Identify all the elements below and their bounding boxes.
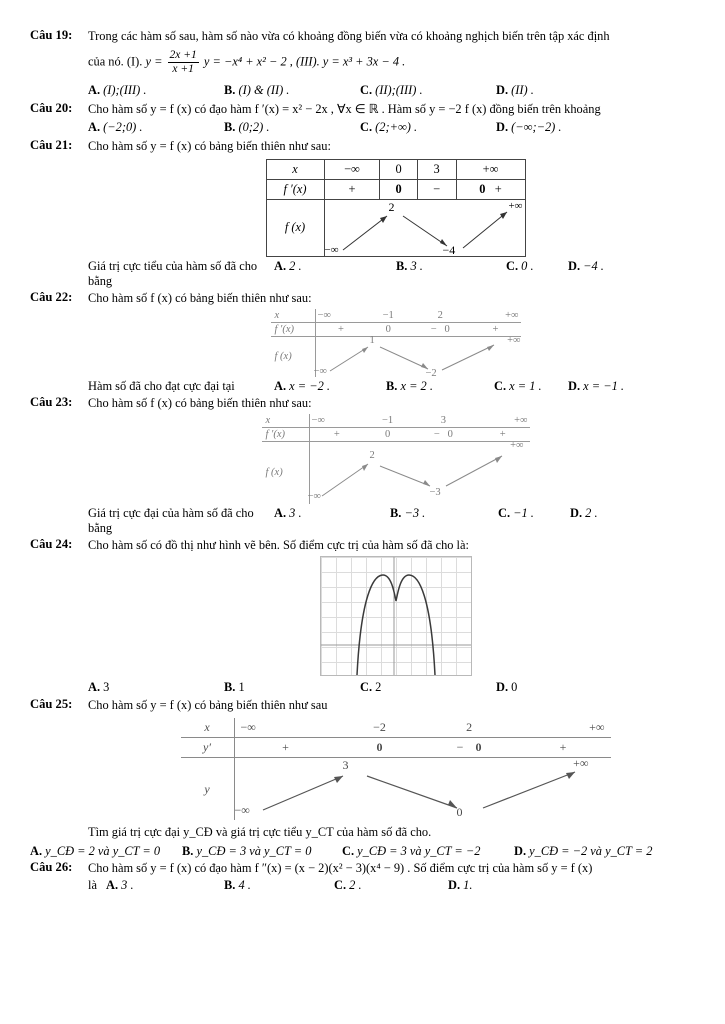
vt25-row-x: x −∞ −2 2 +∞ bbox=[181, 718, 611, 738]
question-23-answer-row bbox=[88, 506, 703, 536]
question-25-prompt: Tìm giá trị cực đại y_CĐ và giá trị cực tiểu y_CT của hàm số đã cho. bbox=[88, 825, 432, 840]
q26-option-a[interactable]: A. 3 . bbox=[106, 878, 134, 893]
variation-table-23 bbox=[262, 414, 530, 504]
question-23-label: Câu 23: bbox=[30, 394, 73, 409]
vt21-row-f: f (x) −∞ 2 −4 +∞ bbox=[266, 199, 525, 256]
question-19-formula bbox=[88, 49, 703, 76]
q19-option-a[interactable]: A. (I);(III) . bbox=[88, 82, 147, 97]
question-26-options bbox=[88, 878, 703, 893]
question-24-label: Câu 24: bbox=[30, 536, 73, 551]
question-25-table-wrap bbox=[88, 714, 703, 820]
q26-option-c[interactable]: C. 2 . bbox=[334, 878, 362, 893]
q26-trailing-word: là bbox=[88, 878, 97, 893]
vt21-row-fprime: f ′(x) + 0 − 0 + bbox=[266, 179, 525, 199]
variation-table-21 bbox=[266, 159, 526, 257]
vt23-row-f: f (x) −∞ 2 −3 +∞ bbox=[262, 441, 530, 504]
question-21-table-wrap bbox=[88, 155, 703, 257]
q24-option-b[interactable]: B. 1 bbox=[224, 680, 245, 695]
question-21-label: Câu 21: bbox=[30, 137, 73, 152]
q24-option-c[interactable]: C. 2 bbox=[360, 680, 382, 695]
question-22-table-wrap bbox=[88, 307, 703, 377]
question-22-label: Câu 22: bbox=[30, 289, 73, 304]
q22-option-c[interactable]: C. x = 1 . bbox=[494, 378, 542, 393]
question-23 bbox=[30, 395, 703, 536]
q21-option-d[interactable]: D. −4 . bbox=[568, 258, 604, 273]
question-21-answer-row bbox=[88, 259, 703, 289]
q20-option-a[interactable]: A. (−2;0) . bbox=[88, 119, 143, 134]
q26-option-d[interactable]: D. 1. bbox=[448, 878, 473, 893]
q21-prompt: Giá trị cực tiểu của hàm số đã cho bằng bbox=[88, 258, 258, 288]
q21-option-b[interactable]: B. 3 . bbox=[396, 258, 423, 273]
q19-second: y = −x⁴ + x² − 2 bbox=[203, 54, 287, 69]
q21-option-c[interactable]: C. 0 . bbox=[506, 258, 534, 273]
question-23-table-wrap bbox=[88, 412, 703, 504]
vt22-row-f: f (x) −∞ 1 −2 +∞ bbox=[271, 336, 521, 377]
question-19 bbox=[30, 28, 703, 98]
vt25-row-yprime: y′ + 0 − 0 + bbox=[181, 738, 611, 758]
q20-option-d[interactable]: D. (−∞;−2) . bbox=[496, 119, 562, 134]
vt22-arrows-svg bbox=[316, 337, 521, 377]
question-20-options bbox=[88, 120, 703, 135]
question-23-text: Cho hàm số f (x) có bảng biến thiên như sau: bbox=[88, 395, 312, 410]
q23-option-c[interactable]: C. −1 . bbox=[498, 505, 534, 520]
graph-curve-svg bbox=[321, 557, 471, 675]
q22-option-b[interactable]: B. x = 2 . bbox=[386, 378, 433, 393]
question-26-label: Câu 26: bbox=[30, 860, 73, 875]
q22-prompt: Hàm số đã cho đạt cực đại tại bbox=[88, 378, 235, 393]
question-26 bbox=[30, 860, 703, 893]
q24-option-d[interactable]: D. 0 bbox=[496, 680, 518, 695]
question-25 bbox=[30, 697, 703, 841]
question-22 bbox=[30, 290, 703, 394]
q19-y-eq: y = bbox=[145, 54, 163, 69]
question-25-options bbox=[30, 844, 703, 859]
vt21-row-x: x −∞ 0 3 +∞ bbox=[266, 159, 525, 179]
q23-option-a[interactable]: A. 3 . bbox=[274, 505, 302, 520]
vt23-row-x: x −∞ −1 3 +∞ bbox=[262, 414, 530, 428]
q20-option-b[interactable]: B. (0;2) . bbox=[224, 119, 270, 134]
question-20-label: Câu 20: bbox=[30, 100, 73, 115]
q20-option-c[interactable]: C. (2;+∞) . bbox=[360, 119, 418, 134]
q25-option-d[interactable]: D. y_CĐ = −2 và y_CT = 2 bbox=[514, 844, 653, 859]
question-22-answer-row bbox=[88, 379, 703, 394]
q23-option-d[interactable]: D. 2 . bbox=[570, 505, 598, 520]
q26-option-b[interactable]: B. 4 . bbox=[224, 878, 251, 893]
vt25-row-y: y −∞ 3 0 +∞ bbox=[181, 758, 611, 821]
q19-option-d[interactable]: D. (II) . bbox=[496, 82, 534, 97]
variation-table-25 bbox=[181, 718, 611, 820]
question-19-options bbox=[88, 83, 703, 98]
q23-prompt: Giá trị cực đại của hàm số đã cho bằng bbox=[88, 505, 254, 535]
vt21-arrows-svg bbox=[325, 200, 525, 256]
question-25-label: Câu 25: bbox=[30, 697, 73, 712]
question-22-text: Cho hàm số f (x) có bảng biến thiên như sau: bbox=[88, 290, 312, 305]
q22-option-a[interactable]: A. x = −2 . bbox=[274, 378, 330, 393]
q25-option-c[interactable]: C. y_CĐ = 3 và y_CT = −2 bbox=[342, 844, 481, 859]
question-20-text: Cho hàm số y = f (x) có đạo hàm f ′(x) = x² − 2x , ∀x ∈ ℝ . Hàm số y = −2 f (x) đồng biến trên khoảng bbox=[88, 101, 601, 116]
q19-option-c[interactable]: C. (II);(III) . bbox=[360, 82, 423, 97]
q19-prefix: của nó. (I). bbox=[88, 54, 143, 69]
q24-option-a[interactable]: A. 3 bbox=[88, 680, 110, 695]
question-19-label: Câu 19: bbox=[30, 28, 73, 42]
q19-fraction: $\frac{2x +1}{x +1}$ bbox=[169, 49, 197, 76]
q22-option-d[interactable]: D. x = −1 . bbox=[568, 378, 624, 393]
question-26-text: Cho hàm số y = f (x) có đạo hàm f ″(x) = (x − 2)(x² − 3)(x⁴ − 9) . Số điểm cực trị của hàm số y = f (x) bbox=[88, 861, 593, 876]
variation-table-22 bbox=[271, 309, 521, 377]
question-19-text: Trong các hàm số sau, hàm số nào vừa có khoảng đồng biến vừa có khoảng nghịch biến trên tập xác định bbox=[88, 29, 610, 43]
q19-third: , (III). y = x³ + 3x − 4 . bbox=[289, 54, 406, 69]
vt23-row-fprime: f ′(x) + 0 − 0 + bbox=[262, 427, 530, 441]
q19-option-b[interactable]: B. (I) & (II) . bbox=[224, 82, 290, 97]
question-24-text: Cho hàm số có đồ thị như hình vẽ bên. Số điểm cực trị của hàm số đã cho là: bbox=[88, 537, 469, 552]
vt25-arrows-svg bbox=[235, 758, 611, 820]
question-21 bbox=[30, 138, 703, 289]
question-24-options bbox=[88, 680, 703, 695]
question-20 bbox=[30, 101, 703, 135]
q21-option-a[interactable]: A. 2 . bbox=[274, 258, 302, 273]
vt23-arrows-svg bbox=[310, 442, 530, 504]
question-21-text: Cho hàm số y = f (x) có bảng biến thiên như sau: bbox=[88, 138, 331, 153]
q23-option-b[interactable]: B. −3 . bbox=[390, 505, 426, 520]
vt22-row-x: x −∞ −1 2 +∞ bbox=[271, 309, 521, 323]
q25-option-a[interactable]: A. y_CĐ = 2 và y_CT = 0 bbox=[30, 844, 161, 859]
question-25-text: Cho hàm số y = f (x) có bảng biến thiên như sau bbox=[88, 698, 328, 713]
vt22-row-fprime: f ′(x) + 0 − 0 + bbox=[271, 322, 521, 336]
question-24 bbox=[30, 537, 703, 695]
q25-option-b[interactable]: B. y_CĐ = 3 và y_CT = 0 bbox=[182, 844, 312, 859]
question-24-graph bbox=[320, 556, 472, 676]
